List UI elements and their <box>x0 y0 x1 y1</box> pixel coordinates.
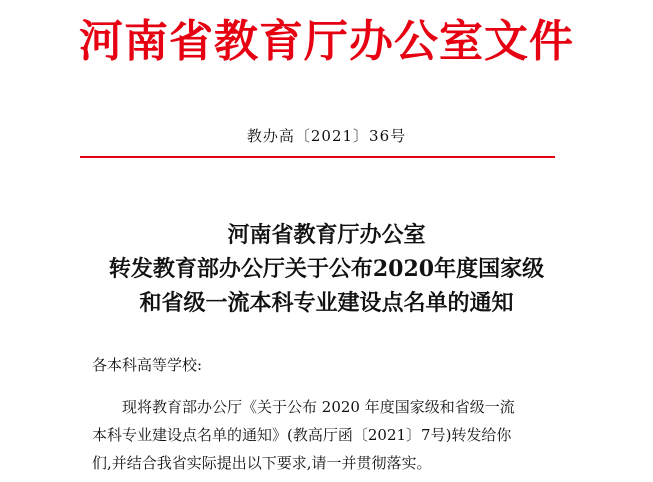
document-number: 教办高〔2021〕36号 <box>246 127 407 145</box>
notice-title-line-3: 和省级一流本科专业建设点名单的通知 <box>139 290 514 316</box>
notice-title-line-2: 转发教育部办公厅关于公布2020年度国家级 <box>108 256 545 282</box>
red-divider-line <box>80 156 555 158</box>
body-line-2: 本科专业建设点名单的通知》(教高厅函〔2021〕7号)转发给你 <box>92 426 512 444</box>
salutation: 各本科高等学校: <box>92 356 203 374</box>
notice-title <box>0 218 653 320</box>
body-line-3: 们,并结合我省实际提出以下要求,请一并贯彻落实。 <box>92 454 432 472</box>
document-header-title: 河南省教育厅办公室文件 <box>79 16 574 67</box>
body-paragraph <box>92 393 572 477</box>
notice-title-line-1: 河南省教育厅办公室 <box>227 222 426 248</box>
body-line-1: 现将教育部办公厅《关于公布 2020 年度国家级和省级一流 <box>122 398 515 416</box>
